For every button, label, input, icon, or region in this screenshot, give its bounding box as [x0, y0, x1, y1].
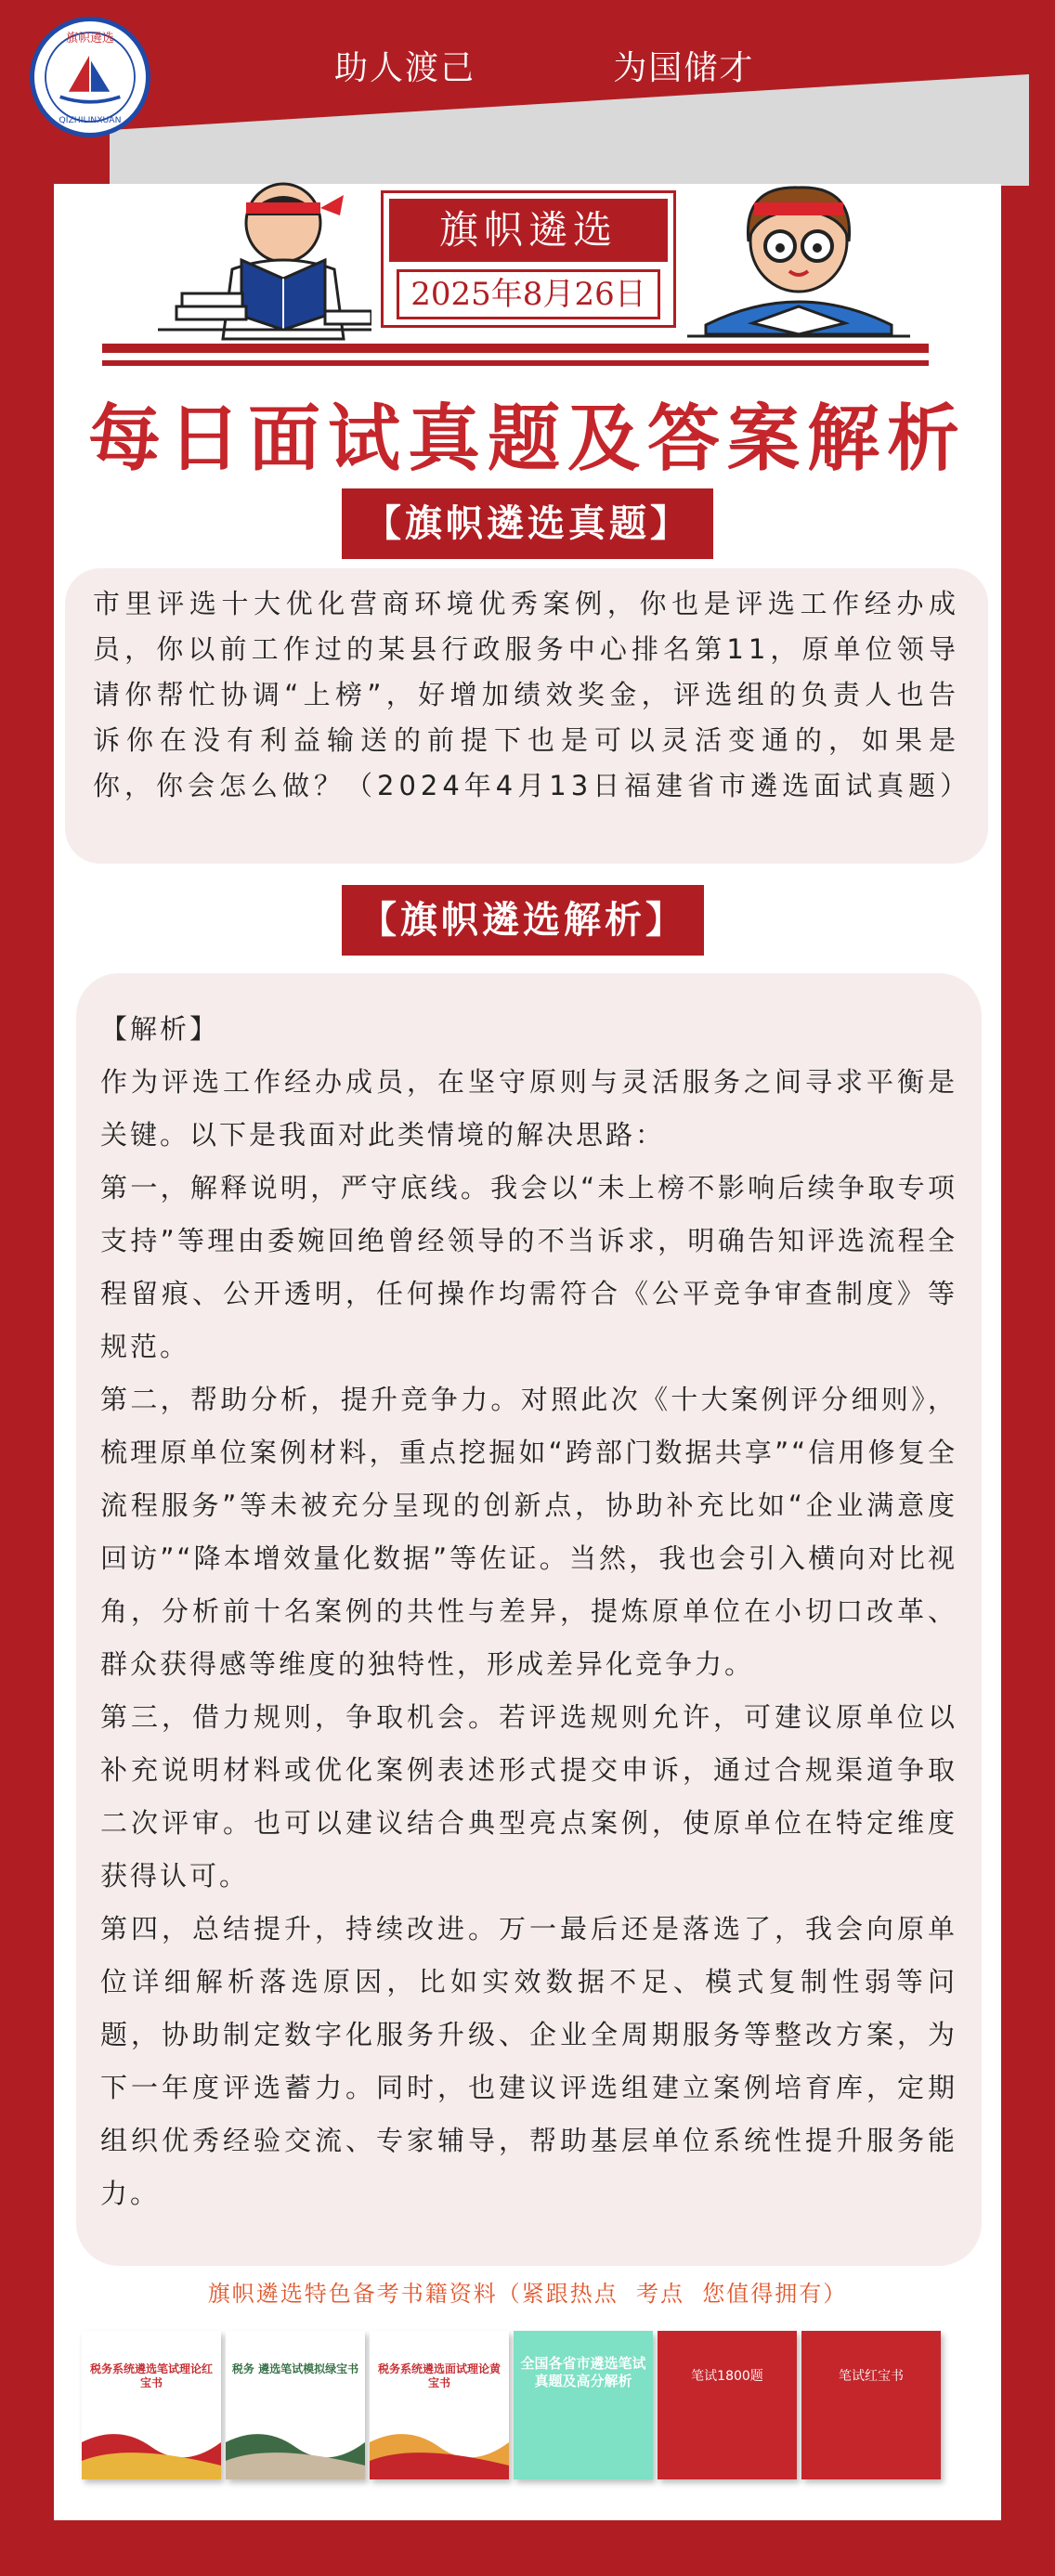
logo-text: 旗帜遴选: [66, 32, 114, 46]
analysis-card: [76, 973, 982, 2266]
page-title: 每日面试真题及答案解析: [87, 397, 967, 481]
brand-title: 旗帜遴选: [389, 199, 668, 262]
book-cover[interactable]: [801, 2331, 941, 2479]
divider-thick: [102, 344, 929, 353]
question-section-label: 【旗帜遴选真题】: [342, 488, 713, 559]
analysis-heading: 【解析】: [100, 1013, 220, 1045]
book-cover[interactable]: [658, 2331, 797, 2479]
books-caption: 旗帜遴选特色备考书籍资料（紧跟热点 考点 您值得拥有）: [207, 2281, 848, 2307]
analysis-paragraph: 第四，总结提升，持续改进。万一最后还是落选了，我会向原单位详细解析落选原因，比如实效数据不足、模式复制性弱等问题，协助制定数字化服务升级、企业全周期服务等整改方案，为下一年度评选蓄力。同时，也建议评选组建立案例培育库，定期组织优秀经验交流、专家辅导，帮助基层单位系统性提升服务能力。: [100, 1913, 957, 2209]
analysis-section-label: 【旗帜遴选解析】: [342, 885, 704, 956]
logo: [30, 17, 150, 137]
issue-date: 2025年8月26日: [397, 269, 660, 319]
question-text: 市里评选十大优化营商环境优秀案例，你也是评选工作经办成员，你以前工作过的某县行政服务中心排名第11，原单位领导请你帮忙协调“上榜”，好增加绩效奖金，评选组的负责人也告诉你在没有利益输送的前提下也是可以灵活变通的，如果是你，你会怎么做？（2024年4月13日福建省市遴选面试真题）: [93, 588, 972, 801]
book-list: [82, 2331, 973, 2489]
analysis-paragraph: 作为评选工作经办成员，在坚守原则与灵活服务之间寻求平衡是关键。以下是我面对此类情境的解决思路：: [100, 1066, 957, 1151]
book-cover[interactable]: [82, 2331, 221, 2479]
book-title: 全国各省市遴选笔试真题及高分解析: [520, 2355, 646, 2389]
student-writing-illustration: [687, 167, 910, 344]
book-title: 税务系统遴选笔试理论红宝书: [89, 2362, 213, 2389]
book-cover[interactable]: [514, 2331, 653, 2479]
divider-thin: [102, 360, 929, 366]
question-card: [65, 568, 988, 864]
brand-date-box: [381, 190, 676, 328]
book-cover[interactable]: [370, 2331, 509, 2479]
book-title: 笔试1800题: [691, 2369, 763, 2384]
logo-subtext: QIZHILINXUAN: [59, 114, 122, 125]
book-cover[interactable]: [226, 2331, 365, 2479]
book-title: 税务系统遴选面试理论黄宝书: [377, 2362, 501, 2389]
book-title: 税务 遴选笔试模拟绿宝书: [231, 2362, 359, 2375]
analysis-paragraph: 第三，借力规则，争取机会。若评选规则允许，可建议原单位以补充说明材料或优化案例表述形式提交申诉，通过合规渠道争取二次评审。也可以建议结合典型亮点案例，使原单位在特定维度获得认可。: [100, 1701, 957, 1892]
slogan: 助人渡己 为国储才: [334, 49, 755, 87]
analysis-paragraph: 第二，帮助分析，提升竞争力。对照此次《十大案例评分细则》，梳理原单位案例材料，重点挖掘如“跨部门数据共享”“信用修复全流程服务”等未被充分呈现的创新点，协助补充比如“企业满意度回访”“降本增效量化数据”等佐证。当然，我也会引入横向对比视角，分析前十名案例的共性与差异，提炼原单位在小切口改革、群众获得感等维度的独特性，形成差异化竞争力。: [100, 1384, 957, 1680]
analysis-paragraph: 第一，解释说明，严守底线。我会以“未上榜不影响后续争取专项支持”等理由委婉回绝曾经领导的不当诉求，明确告知评选流程全程留痕、公开透明，任何操作均需符合《公平竞争审查制度》等规范。: [100, 1172, 957, 1362]
student-reading-illustration: [158, 167, 371, 344]
book-title: 笔试红宝书: [839, 2369, 904, 2384]
